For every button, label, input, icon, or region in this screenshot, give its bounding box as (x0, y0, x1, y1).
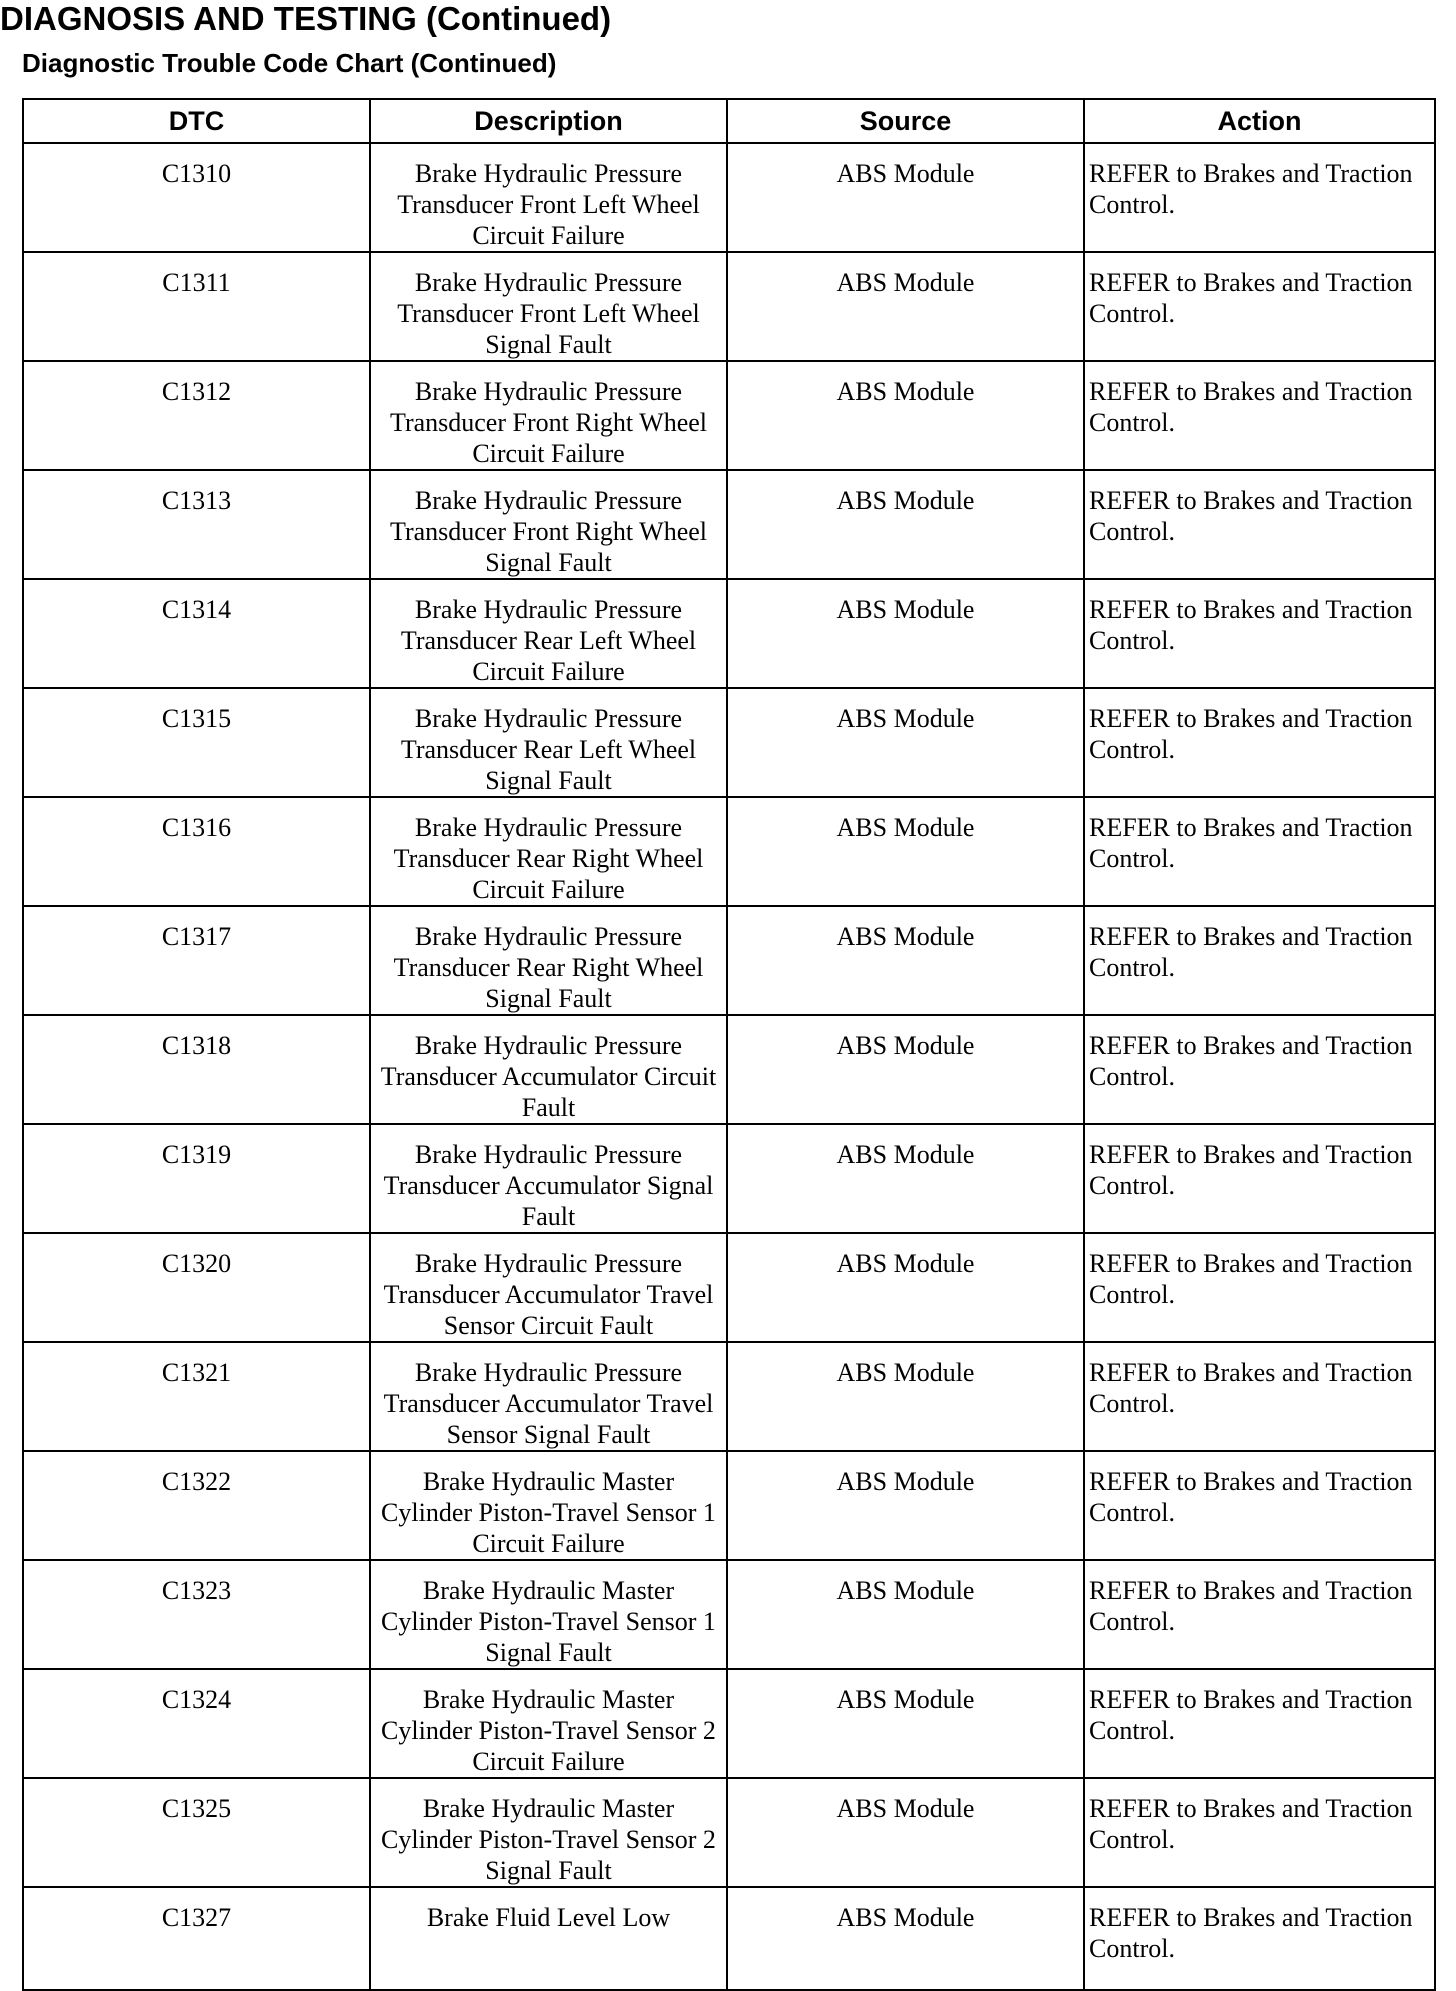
action-cell: REFER to Brakes and Traction Control. (1084, 1778, 1435, 1887)
dtc-code-cell: C1324 (23, 1669, 370, 1778)
source-cell: ABS Module (727, 1669, 1084, 1778)
table-row (23, 688, 1435, 797)
dtc-table (22, 98, 1436, 1991)
table-row (23, 361, 1435, 470)
source-cell: ABS Module (727, 361, 1084, 470)
dtc-code-cell: C1314 (23, 579, 370, 688)
column-header-source: Source (727, 99, 1084, 143)
source-cell: ABS Module (727, 252, 1084, 361)
table-row (23, 1560, 1435, 1669)
table-row (23, 143, 1435, 252)
dtc-code-cell: C1310 (23, 143, 370, 252)
action-cell: REFER to Brakes and Traction Control. (1084, 1887, 1435, 1990)
dtc-code-cell: C1325 (23, 1778, 370, 1887)
source-cell: ABS Module (727, 579, 1084, 688)
source-cell: ABS Module (727, 797, 1084, 906)
table-row (23, 470, 1435, 579)
source-cell: ABS Module (727, 1342, 1084, 1451)
description-cell: Brake Hydraulic Pressure Transducer Rear Left Wheel Signal Fault (370, 688, 727, 797)
description-cell: Brake Hydraulic Pressure Transducer Rear Right Wheel Circuit Failure (370, 797, 727, 906)
description-cell: Brake Hydraulic Pressure Transducer Rear Right Wheel Signal Fault (370, 906, 727, 1015)
table-row (23, 906, 1435, 1015)
source-cell: ABS Module (727, 143, 1084, 252)
column-header-description: Description (370, 99, 727, 143)
dtc-code-cell: C1320 (23, 1233, 370, 1342)
table-row (23, 1778, 1435, 1887)
dtc-code-cell: C1322 (23, 1451, 370, 1560)
table-row (23, 1451, 1435, 1560)
table-row (23, 1669, 1435, 1778)
description-cell: Brake Hydraulic Pressure Transducer Accumulator Circuit Fault (370, 1015, 727, 1124)
dtc-code-cell: C1321 (23, 1342, 370, 1451)
description-cell: Brake Hydraulic Pressure Transducer Accumulator Signal Fault (370, 1124, 727, 1233)
description-cell: Brake Hydraulic Pressure Transducer Rear Left Wheel Circuit Failure (370, 579, 727, 688)
source-cell: ABS Module (727, 1560, 1084, 1669)
action-cell: REFER to Brakes and Traction Control. (1084, 1233, 1435, 1342)
dtc-code-cell: C1318 (23, 1015, 370, 1124)
description-cell: Brake Hydraulic Master Cylinder Piston-Travel Sensor 2 Signal Fault (370, 1778, 727, 1887)
source-cell: ABS Module (727, 1233, 1084, 1342)
source-cell: ABS Module (727, 1451, 1084, 1560)
table-row (23, 1887, 1435, 1990)
action-cell: REFER to Brakes and Traction Control. (1084, 579, 1435, 688)
source-cell: ABS Module (727, 1015, 1084, 1124)
action-cell: REFER to Brakes and Traction Control. (1084, 906, 1435, 1015)
description-cell: Brake Fluid Level Low (370, 1887, 727, 1990)
action-cell: REFER to Brakes and Traction Control. (1084, 1124, 1435, 1233)
source-cell: ABS Module (727, 1887, 1084, 1990)
table-row (23, 579, 1435, 688)
action-cell: REFER to Brakes and Traction Control. (1084, 1342, 1435, 1451)
dtc-code-cell: C1315 (23, 688, 370, 797)
dtc-code-cell: C1327 (23, 1887, 370, 1990)
action-cell: REFER to Brakes and Traction Control. (1084, 1560, 1435, 1669)
description-cell: Brake Hydraulic Master Cylinder Piston-Travel Sensor 2 Circuit Failure (370, 1669, 727, 1778)
dtc-code-cell: C1311 (23, 252, 370, 361)
description-cell: Brake Hydraulic Master Cylinder Piston-Travel Sensor 1 Circuit Failure (370, 1451, 727, 1560)
table-row (23, 1233, 1435, 1342)
table-row (23, 797, 1435, 906)
source-cell: ABS Module (727, 1778, 1084, 1887)
action-cell: REFER to Brakes and Traction Control. (1084, 1451, 1435, 1560)
table-row (23, 1342, 1435, 1451)
dtc-code-cell: C1312 (23, 361, 370, 470)
dtc-code-cell: C1323 (23, 1560, 370, 1669)
description-cell: Brake Hydraulic Pressure Transducer Front Right Wheel Circuit Failure (370, 361, 727, 470)
description-cell: Brake Hydraulic Pressure Transducer Accumulator Travel Sensor Circuit Fault (370, 1233, 727, 1342)
action-cell: REFER to Brakes and Traction Control. (1084, 252, 1435, 361)
source-cell: ABS Module (727, 470, 1084, 579)
action-cell: REFER to Brakes and Traction Control. (1084, 688, 1435, 797)
table-header-row (23, 99, 1435, 143)
source-cell: ABS Module (727, 688, 1084, 797)
description-cell: Brake Hydraulic Pressure Transducer Front Right Wheel Signal Fault (370, 470, 727, 579)
table-body (23, 143, 1435, 1990)
source-cell: ABS Module (727, 1124, 1084, 1233)
action-cell: REFER to Brakes and Traction Control. (1084, 797, 1435, 906)
table-row (23, 252, 1435, 361)
description-cell: Brake Hydraulic Pressure Transducer Front Left Wheel Circuit Failure (370, 143, 727, 252)
column-header-dtc: DTC (23, 99, 370, 143)
description-cell: Brake Hydraulic Master Cylinder Piston-Travel Sensor 1 Signal Fault (370, 1560, 727, 1669)
action-cell: REFER to Brakes and Traction Control. (1084, 361, 1435, 470)
description-cell: Brake Hydraulic Pressure Transducer Front Left Wheel Signal Fault (370, 252, 727, 361)
action-cell: REFER to Brakes and Traction Control. (1084, 1669, 1435, 1778)
dtc-code-cell: C1313 (23, 470, 370, 579)
dtc-code-cell: C1316 (23, 797, 370, 906)
table-row (23, 1124, 1435, 1233)
action-cell: REFER to Brakes and Traction Control. (1084, 143, 1435, 252)
table-row (23, 1015, 1435, 1124)
action-cell: REFER to Brakes and Traction Control. (1084, 470, 1435, 579)
source-cell: ABS Module (727, 906, 1084, 1015)
section-title: Diagnostic Trouble Code Chart (Continued) (22, 48, 557, 78)
dtc-code-cell: C1319 (23, 1124, 370, 1233)
action-cell: REFER to Brakes and Traction Control. (1084, 1015, 1435, 1124)
column-header-action: Action (1084, 99, 1435, 143)
description-cell: Brake Hydraulic Pressure Transducer Accumulator Travel Sensor Signal Fault (370, 1342, 727, 1451)
page-title: DIAGNOSIS AND TESTING (Continued) (0, 0, 612, 37)
dtc-code-cell: C1317 (23, 906, 370, 1015)
